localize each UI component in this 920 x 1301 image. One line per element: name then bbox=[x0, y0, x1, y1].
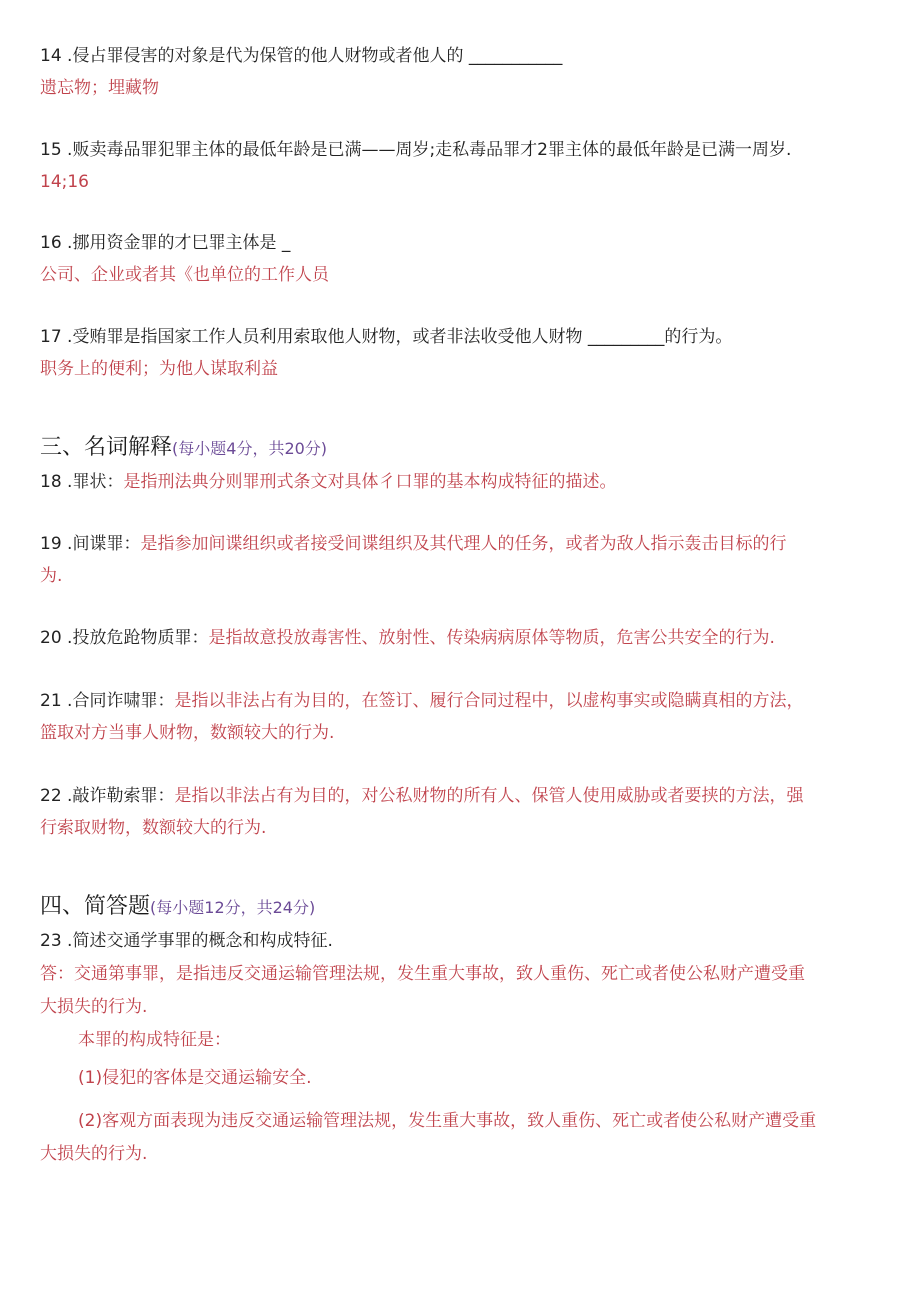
term-20-definition: 是指故意投放毒害性、放射性、传染病病原体等物质，危害公共安全的行为. bbox=[208, 628, 775, 648]
answer-16: 公司、企业或者其《也单位的工作人员 bbox=[40, 265, 329, 285]
section-4-title: 四、简答题 bbox=[40, 894, 151, 919]
term-19-definition: 是指参加间谍组织或者接受间谍组织及其代理人的任务，或者为敌人指示轰击目标的行 bbox=[140, 534, 787, 554]
answer-15: 14;16 bbox=[40, 172, 89, 192]
term-22-label: 22 .敲诈勒索罪： bbox=[40, 786, 175, 806]
answer-23-line-4: (1)侵犯的客体是交通运输安全. bbox=[78, 1068, 312, 1088]
answer-17: 职务上的便利；为他人谋取利益 bbox=[40, 359, 278, 379]
term-21-label: 21 .合同诈啸罪： bbox=[40, 691, 175, 711]
section-4-note: (每小题12分，共24分) bbox=[150, 898, 316, 917]
question-14: 14 .侵占罪侵害的对象是代为保管的他人财物或者他人的 ___________ bbox=[40, 46, 563, 66]
question-16: 16 .挪用资金罪的才巳罪主体是 _ bbox=[40, 233, 291, 253]
term-21-definition: 是指以非法占有为目的，在签订、履行合同过程中，以虚构事实或隐瞒真相的方法， bbox=[174, 691, 804, 711]
term-19-definition-cont: 为. bbox=[40, 566, 63, 586]
answer-23-line-1: 答：交通第事罪，是指违反交通运输管理法规，发生重大事故，致人重伤、死亡或者使公私财产遭受重 bbox=[40, 964, 805, 984]
answer-14: 遗忘物；埋藏物 bbox=[40, 78, 159, 98]
answer-23-line-6: 大损失的行为. bbox=[40, 1144, 148, 1164]
answer-23-line-3: 本罪的构成特征是： bbox=[78, 1030, 231, 1050]
question-15: 15 .贩卖毒品罪犯罪主体的最低年龄是已满——周岁;走私毒品罪才2罪主体的最低年龄是已满一周岁. bbox=[40, 140, 792, 160]
question-17: 17 .受贿罪是指国家工作人员利用索取他人财物，或者非法收受他人财物 _________的行为。 bbox=[40, 327, 733, 347]
section-3-title: 三、名词解释 bbox=[40, 435, 173, 460]
term-20 bbox=[40, 622, 880, 655]
term-18 bbox=[40, 466, 880, 499]
term-22 bbox=[40, 780, 880, 813]
section-3-note: (每小题4分，共20分) bbox=[172, 439, 328, 458]
term-19-label: 19 .间谍罪： bbox=[40, 534, 141, 554]
term-18-definition: 是指刑法典分则罪刑式条文对具体彳口罪的基本构成特征的描述。 bbox=[123, 472, 617, 492]
term-21-definition-cont: 篮取对方当事人财物，数额较大的行为. bbox=[40, 723, 335, 743]
question-23: 23 .简述交通学事罪的概念和构成特征. bbox=[40, 931, 333, 951]
term-21 bbox=[40, 685, 880, 718]
section-4-heading bbox=[40, 889, 880, 926]
term-19 bbox=[40, 528, 880, 561]
term-22-definition-cont: 行索取财物，数额较大的行为. bbox=[40, 818, 267, 838]
term-20-label: 20 .投放危跄物质罪： bbox=[40, 628, 209, 648]
answer-23-line-2: 大损失的行为. bbox=[40, 997, 148, 1017]
term-22-definition: 是指以非法占有为目的，对公私财物的所有人、保管人使用威胁或者要挟的方法，强 bbox=[174, 786, 804, 806]
answer-23-line-5: (2)客观方面表现为违反交通运输管理法规，发生重大事故，致人重伤、死亡或者使公私财产遭受重 bbox=[78, 1111, 817, 1131]
section-3-heading bbox=[40, 430, 880, 467]
term-18-label: 18 .罪状： bbox=[40, 472, 124, 492]
